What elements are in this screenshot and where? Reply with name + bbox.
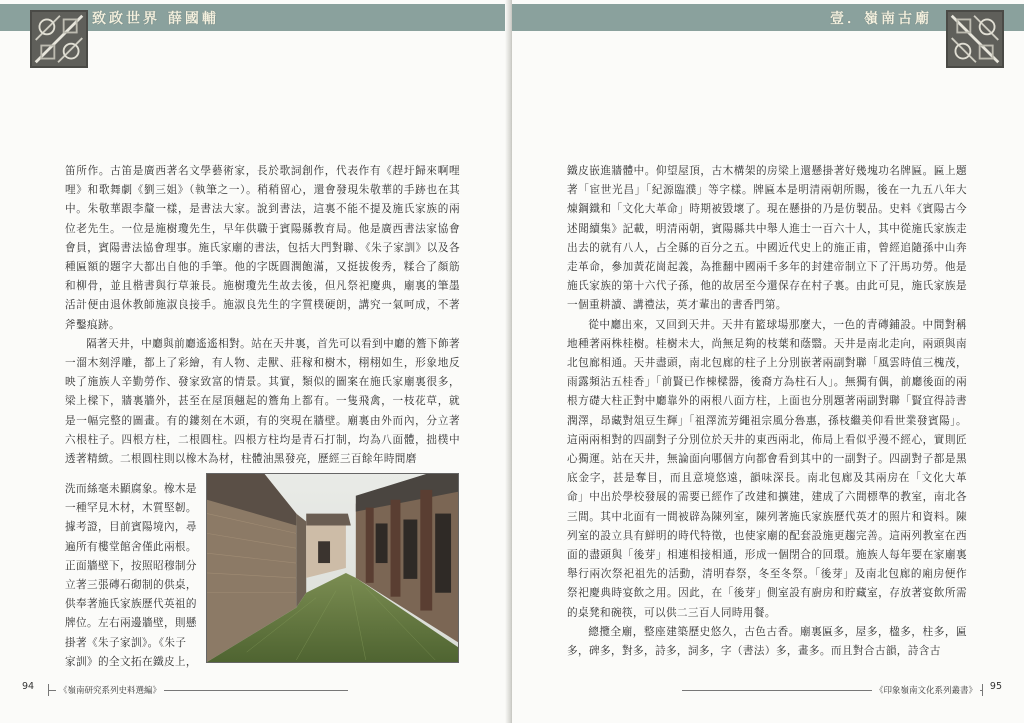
lattice-emblem-icon (946, 10, 1004, 68)
left-body-text (65, 162, 460, 469)
right-footer-text: 《印象嶺南文化系列叢書》 (872, 684, 980, 696)
lattice-emblem-icon (30, 10, 88, 68)
page-number: 94 (22, 681, 35, 692)
temple-courtyard-photo (206, 473, 459, 663)
right-body-text (567, 162, 967, 661)
left-footer-text: 《嶺南研究系列史料選編》 (56, 684, 164, 696)
paragraph: 總攬全廟，整座建築歷史悠久，古色古香。廟裏匾多，屋多，楹多，柱多，匾多，碑多，對多，詩多，詞多，字（書法）多，畫多。而且對合古韻，詩含古 (567, 625, 967, 658)
page-number: 95 (989, 681, 1002, 692)
right-page (512, 0, 1024, 723)
paragraph: 隔著天井，中廳與前廳遙遙相對。站在天井裏，首先可以看到中廳的簷下飾著一溜木刻浮雕，都上了彩繪，有人物、走獸、莊稼和樹木，栩栩如生，形象地反映了施族人辛勤勞作、發家致富的情景。其實，類似的圖案在施氏家廟裏很多，梁上樑下，牆裏牆外，甚至在屋頂翹起的簷角上都有。一隻飛禽，一枝花草，就是一幅完整的圖畫。有的鏤刻在木頭，有的突現在牆壁。廟裏由外而內，分立著六根柱子。四根方柱，二根圓柱。四根方柱均是青石打制，均為八面體，拙樸中透著精緻。二根圓柱則以橡木為材，柱體油黑發亮，歷經三百餘年時間磨 (65, 337, 460, 466)
paragraph: 從中廳出來，又回到天井。天井有籃球場那麼大，一色的青磚鋪設。中間對稱地種著兩株桂樹。桂樹未大，尚無足夠的枝葉和蔭翳。天井是南北走向，兩頭與南北包廊相通。天井盡頭，南北包廊的柱子上分別嵌著兩副對聯「風雲時值三槐茂，雨露頻沾五桂香」「前賢已作棟樑器，後裔方為柱石人」。無獨有偶，前廳後面的兩根方礎大柱正對中廳靠外的兩根八面方柱，上面也分別題著兩副對聯「賢宜得詩書潤澤，昂藏對俎豆生輝」「祖澤流芳繩祖宗風分魯惠，孫枝繼美仰看世業發賓陽」。這兩兩相對的四副對子分別位於天井的東西兩北，佈局上看似乎漫不經心，實則匠心獨運。站在天井，無論面向哪個方向都會看到其中的一副對子。四副對子都是黑底金字，甚是奪目，而且意境悠遠，韻味深長。南北包廊及其兩房在「文化大革命」中出於學校發展的需要已經作了改建和擴建，建成了六間標準的教室，南北各三間。其中北面有一間被辟為陳列室，陳列著施氏家族歷代英才的照片和資料。陳列室的設立具有鮮明的時代特徵，也使家廟的配套設施更趨完善。這兩列教室在西面的盡頭與「後芽」相連相接相通，形成一個閉合的回環。施族人每年要在家廟裏舉行兩次祭祀祖先的活動，清明春祭，冬至冬祭。「後芽」及南北包廊的廂房便作祭祀慶典時宴飲之用。因此，在「後芽」側室設有廚房和貯藏室，存放著宴飲所需的桌凳和碗筷，可以供二三百人同時用餐。 (567, 318, 967, 619)
left-narrow-column: 洗而絲毫未顯腐象。橡木是一種罕見木材，木質堅韌。據考證，目前賓陽境內，尋遍所有樓堂館舍僅此兩根。正面牆壁下，按照昭穆制分立著三張磚石砌制的供桌，供奉著施氏家族歷代英祖的牌位。左右兩邊牆壁，則懸掛著《朱子家訓》。《朱子家訓》的全文拓在鐵皮上， (65, 483, 197, 668)
paragraph: 笛所作。古笛是廣西著名文學藝術家，長於歌詞創作，代表作有《趕圩歸來啊哩哩》和歌舞劇《劉三姐》（執筆之一）。稍稍留心，還會發現朱敬華的手跡也在其中。朱敬華跟李釐一樣，是書法大家。說到書法，這裏不能不提及施氏家族的兩位老先生。一位是施樹瓊先生，早年供職于賓陽縣教育局。他是廣西書法家協會會員，賓陽書法協會理事。施氏家廟的書法，包括大門對聯、《朱子家訓》以及各種匾額的題字大都出自他的手筆。他的字既圓潤飽滿，又挺拔俊秀，糅合了顏筋和柳骨，並且楷書與行草兼長。施樹瓊先生故去後，但凡祭祀慶典，廟裏的筆墨活計便由退休教師施淑良接手。施淑良先生的字質樸硬朗，講究一氣呵成，不著斧鑿痕跡。 (65, 165, 460, 331)
paragraph: 鐵皮嵌進牆體中。仰望屋頂，古木構架的房梁上還懸掛著好幾塊功名牌匾。匾上題著「宦世光昌」「紀源臨濮」等字樣。牌匾本是明清兩朝所賜，後在一九五八年大煉鋼鐵和「文化大革命」時期被毀壞了。現在懸掛的乃是仿製品。史料《賓陽古今述聞續集》記載，明清兩朝，賓陽縣共中舉人進士一百六十人，其中從施氏家族走出去的就有八人，占全縣的百分之五。中國近代史上的施正甫，曾經追隨孫中山奔走革命，參加黃花崗起義，為推翻中國兩千多年的封建帝制立下了汗馬功勞。他是施氏家族的第十六代子孫，他的故居至今還保存在村子裏。由此可見，施氏家族是一個重耕讀、講禮法，英才輩出的書香門第。 (567, 165, 967, 312)
footer-tick (982, 684, 983, 696)
left-header-title: 致政世界 薛國輔 (92, 11, 219, 27)
right-header-title: 壹．嶺南古廟 (830, 11, 932, 27)
